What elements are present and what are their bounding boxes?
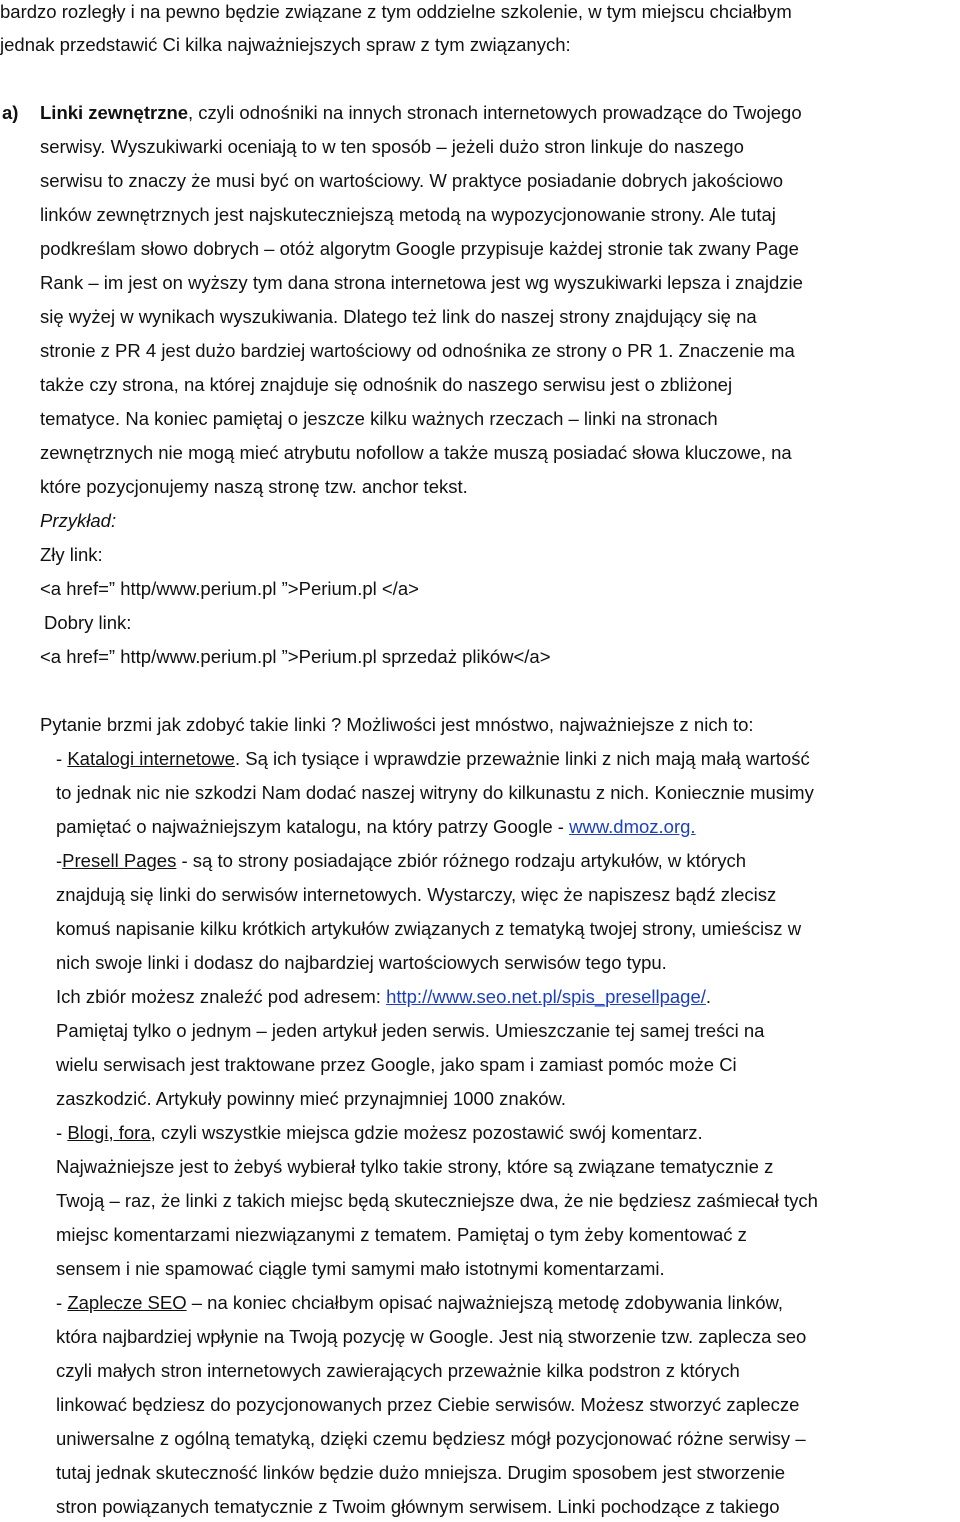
bullet: - bbox=[56, 1122, 68, 1143]
bad-link-label: Zły link: bbox=[40, 544, 103, 565]
paragraph-line: linkować będziesz do pozycjonowanych przez Ciebie serwisów. Możesz stworzyć zaplecze bbox=[56, 1394, 800, 1415]
question-line: Pytanie brzmi jak zdobyć takie linki ? Możliwości jest mnóstwo, najważniejsze z nich to: bbox=[40, 714, 754, 735]
paragraph-line: znajdują się linki do serwisów internetowych. Wystarczy, więc że napiszesz bądź zlecisz bbox=[56, 884, 777, 905]
paragraph-line: komuś napisanie kilku krótkich artykułów związanych z tematyką twojej strony, umieścisz w bbox=[56, 918, 802, 939]
paragraph-line: zaszkodzić. Artykuły powinny mieć przynajmniej 1000 znaków. bbox=[56, 1088, 567, 1109]
section-heading-line bbox=[40, 101, 802, 125]
paragraph-line: podkreślam słowo dobrych – otóż algorytm Google przypisuje każdej stronie tak zwany Page bbox=[40, 238, 799, 259]
presell-item-line bbox=[56, 849, 746, 873]
bad-link-code: <a href=” http/www.perium.pl ”>Perium.pl </a> bbox=[40, 578, 419, 599]
paragraph-line: serwisu to znaczy że musi być on wartościowy. W praktyce posiadanie dobrych jakościowo bbox=[40, 170, 784, 191]
paragraph-line: czyli małych stron internetowych zawierających przeważnie kilka podstron z których bbox=[56, 1360, 740, 1381]
bullet: - bbox=[56, 1292, 68, 1313]
good-link-label: Dobry link: bbox=[44, 612, 132, 633]
paragraph-line: Pamiętaj tylko o jednym – jeden artykuł jeden serwis. Umieszczanie tej samej treści na bbox=[56, 1020, 765, 1041]
catalogs-term: Katalogi internetowe bbox=[67, 748, 235, 769]
paragraph-line: która najbardziej wpłynie na Twoją pozycję w Google. Jest nią stworzenie tzw. zaplecza seo bbox=[56, 1326, 807, 1347]
paragraph-line: miejsc komentarzami niezwiązanymi z tematem. Pamiętaj o tym żeby komentować z bbox=[56, 1224, 747, 1245]
paragraph-line: się wyżej w wynikach wyszukiwania. Dlatego też link do naszej strony znajdujący się na bbox=[40, 306, 757, 327]
paragraph-line: linków zewnętrznych jest najskuteczniejszą metodą na wypozycjonowanie strony. Ale tutaj bbox=[40, 204, 776, 225]
bullet: - bbox=[56, 748, 68, 769]
paragraph-line: Rank – im jest on wyższy tym dana strona internetowa jest wg wyszukiwarki lepsza i znajdzie bbox=[40, 272, 803, 293]
paragraph-line: zewnętrznych nie mogą mieć atrybutu nofollow a także muszą posiadać słowa kluczowe, na bbox=[40, 442, 792, 463]
paragraph-line: serwisy. Wyszukiwarki oceniają to w ten sposób – jeżeli dużo stron linkuje do naszego bbox=[40, 136, 744, 157]
catalogs-rest: . Są ich tysiące i wprawdzie przeważnie linki z nich mają małą wartość bbox=[234, 748, 810, 769]
paragraph-line: sensem i nie spamować ciągle tymi samymi mało istotnymi komentarzami. bbox=[56, 1258, 665, 1279]
presell-list-link[interactable]: http://www.seo.net.pl/spis_presellpage/ bbox=[386, 986, 706, 1007]
blogs-rest: , czyli wszystkie miejsca gdzie możesz pozostawić swój komentarz. bbox=[150, 1122, 703, 1143]
paragraph-line: tutaj jednak skuteczność linków będzie dużo mniejsza. Drugim sposobem jest stworzenie bbox=[56, 1462, 786, 1483]
blogs-term: Blogi, fora bbox=[67, 1122, 151, 1143]
backend-item-line bbox=[56, 1291, 783, 1315]
paragraph-line: Twoją – raz, że linki z takich miejsc będą skuteczniejsze dwa, że nie będziesz zaśmiecał tych bbox=[56, 1190, 818, 1211]
paragraph-line: uniwersalne z ogólną tematyką, dzięki czemu będziesz mógł pozycjonować różne serwisy – bbox=[56, 1428, 806, 1449]
section-title-rest: , czyli odnośniki na innych stronach internetowych prowadzące do Twojego bbox=[188, 102, 802, 123]
paragraph-line: nich swoje linki i dodasz do najbardziej wartościowych serwisów tego typu. bbox=[56, 952, 667, 973]
intro-line: jednak przedstawić Ci kilka najważniejszych spraw z tym związanych: bbox=[0, 34, 571, 55]
paragraph-line: które pozycjonujemy naszą stronę tzw. anchor tekst. bbox=[40, 476, 468, 497]
bullet: - bbox=[56, 850, 63, 871]
paragraph-line: stronie z PR 4 jest dużo bardziej wartościowy od odnośnika ze strony o PR 1. Znaczenie ma bbox=[40, 340, 795, 361]
presell-address-line bbox=[56, 985, 711, 1009]
dmoz-link[interactable]: www.dmoz.org. bbox=[569, 816, 696, 837]
backend-term: Zaplecze SEO bbox=[67, 1292, 187, 1313]
paragraph-line: Najważniejsze jest to żebyś wybierał tylko takie strony, które są związane tematycznie z bbox=[56, 1156, 774, 1177]
presell-term: Presell Pages bbox=[62, 850, 177, 871]
paragraph-line: także czy strona, na której znajduje się odnośnik do naszego serwisu jest o zbliżonej bbox=[40, 374, 733, 395]
catalogs-link-line bbox=[56, 815, 696, 839]
paragraph-line: tematyce. Na koniec pamiętaj o jeszcze kilku ważnych rzeczach – linki na stronach bbox=[40, 408, 718, 429]
section-title: Linki zewnętrzne bbox=[40, 102, 189, 123]
catalogs-link-prefix: pamiętać o najważniejszym katalogu, na który patrzy Google - bbox=[56, 816, 570, 837]
blogs-item-line bbox=[56, 1121, 703, 1145]
paragraph-line: to jednak nic nie szkodzi Nam dodać naszej witryny do kilkunastu z nich. Konieczniе musimy bbox=[56, 782, 814, 803]
presell-address-prefix: Ich zbiór możesz znaleźć pod adresem: bbox=[56, 986, 387, 1007]
example-label: Przykład: bbox=[40, 510, 117, 531]
good-link-code: <a href=” http/www.perium.pl ”>Perium.pl sprzedaż plików</a> bbox=[40, 646, 551, 667]
paragraph-line: stron powiązanych tematycznie z Twoim głównym serwisem. Linki pochodzące z takiego bbox=[56, 1496, 780, 1517]
catalogs-item-line bbox=[56, 747, 810, 771]
backend-rest: – na koniec chciałbym opisać najważniejszą metodę zdobywania linków, bbox=[186, 1292, 784, 1313]
intro-line: bardzo rozległy i na pewno będzie związane z tym oddzielne szkolenie, w tym miejscu chciałbym bbox=[0, 1, 792, 22]
paragraph-line: wielu serwisach jest traktowane przez Google, jako spam i zamiast pomóc może Ci bbox=[56, 1054, 737, 1075]
presell-address-suffix: . bbox=[705, 986, 712, 1007]
presell-rest: - są to strony posiadające zbiór różnego rodzaju artykułów, w których bbox=[176, 850, 746, 871]
list-marker: a) bbox=[2, 102, 19, 123]
